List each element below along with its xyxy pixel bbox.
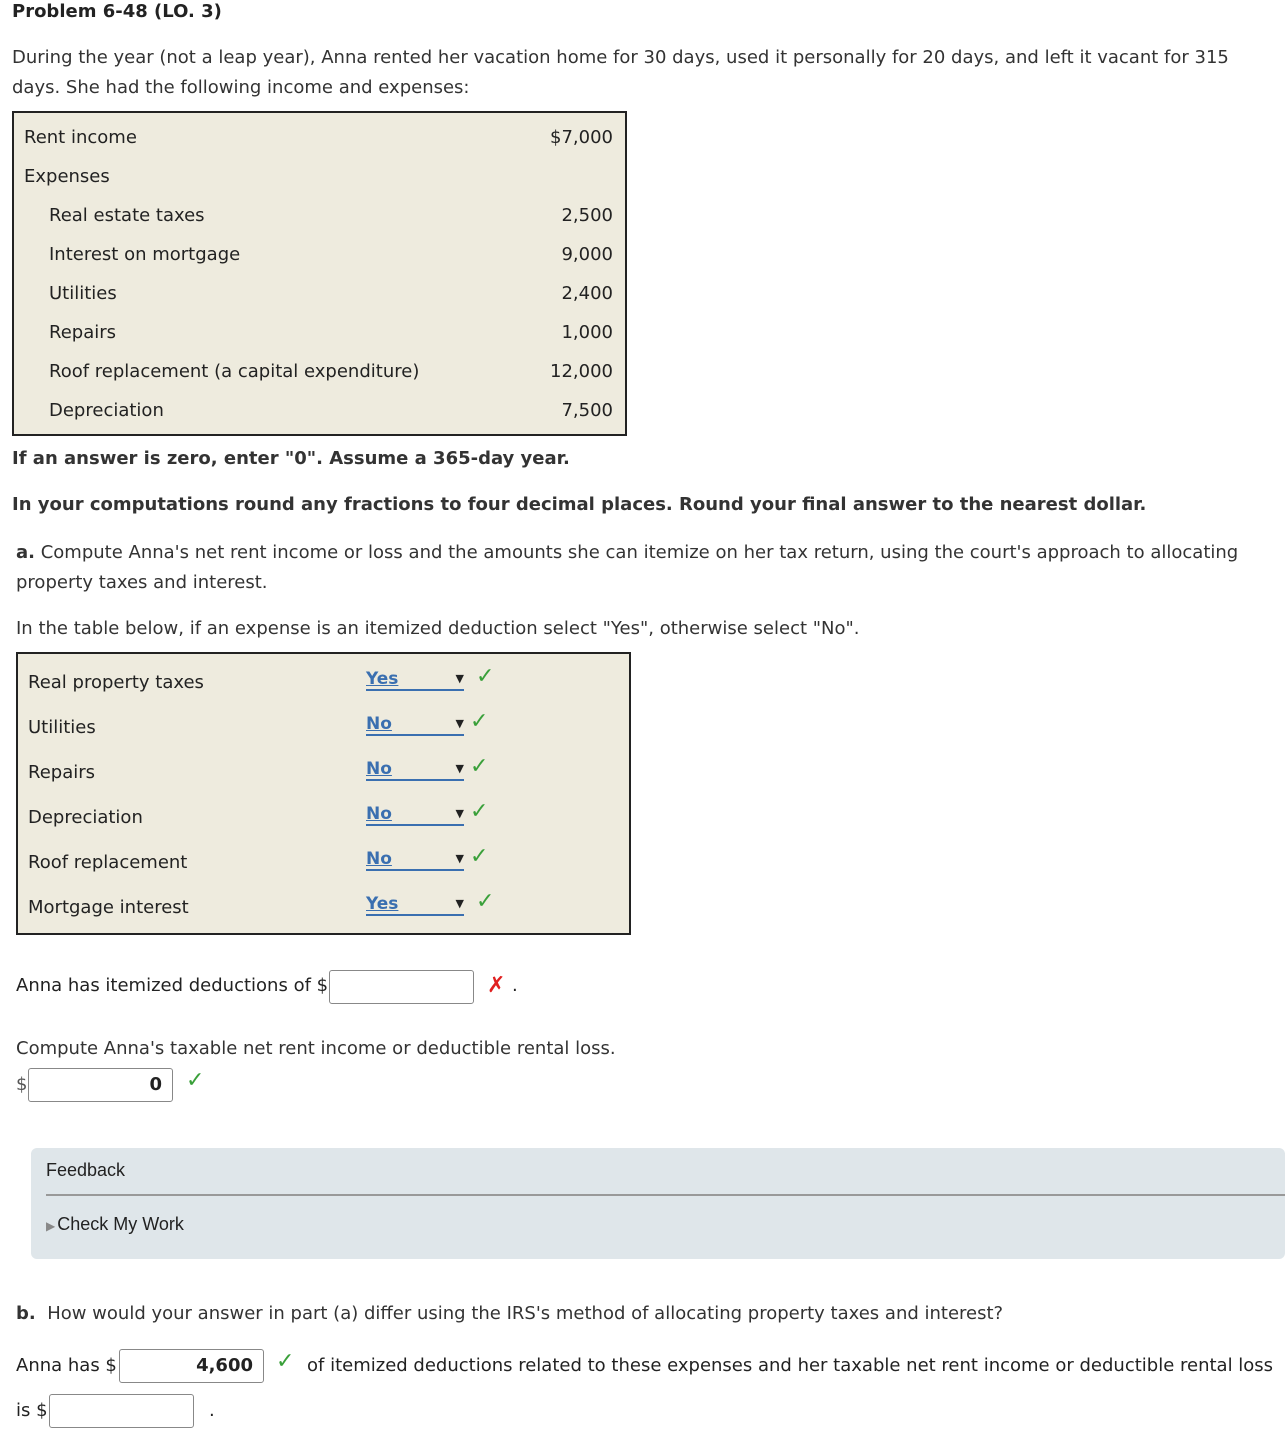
item-label: Depreciation bbox=[28, 807, 143, 828]
check-icon: ✓ bbox=[470, 709, 489, 734]
item-label: Mortgage interest bbox=[28, 897, 189, 918]
check-icon: ✓ bbox=[186, 1068, 205, 1093]
feedback-divider bbox=[46, 1194, 1285, 1196]
part-a-text: Compute Anna's net rent income or loss and the amounts she can itemize on her tax return, using the court's approach to allocating property taxes and interest. bbox=[16, 542, 1239, 593]
check-icon: ✓ bbox=[276, 1349, 295, 1374]
select-value: No bbox=[366, 759, 392, 779]
check-icon: ✓ bbox=[470, 844, 489, 869]
expense-value: 7,500 bbox=[561, 400, 613, 421]
part-b-prefix: Anna has $ bbox=[16, 1355, 117, 1376]
expense-label: Depreciation bbox=[49, 400, 164, 421]
income-expense-table bbox=[12, 111, 627, 436]
expense-value: 9,000 bbox=[561, 244, 613, 265]
dropdown-arrow-icon: ▼ bbox=[455, 717, 464, 730]
irs-itemized-input[interactable]: 4,600 bbox=[119, 1349, 264, 1383]
item-label: Utilities bbox=[28, 717, 96, 738]
select-value: Yes bbox=[366, 894, 399, 914]
part-a-marker: a. bbox=[16, 542, 35, 563]
expense-value: 12,000 bbox=[550, 361, 613, 382]
expense-label: Interest on mortgage bbox=[49, 244, 241, 265]
item-label: Real property taxes bbox=[28, 672, 204, 693]
expense-label: Real estate taxes bbox=[49, 205, 205, 226]
expense-label: Roof replacement (a capital expenditure) bbox=[49, 361, 420, 382]
irs-net-rent-input[interactable] bbox=[49, 1394, 194, 1428]
expenses-label: Expenses bbox=[24, 166, 110, 187]
check-icon: ✓ bbox=[470, 754, 489, 779]
check-my-work-label: Check My Work bbox=[57, 1214, 184, 1234]
itemized-select[interactable] bbox=[366, 759, 464, 781]
feedback-panel bbox=[31, 1148, 1285, 1259]
itemized-select[interactable] bbox=[366, 894, 464, 916]
select-value: No bbox=[366, 804, 392, 824]
part-b-question bbox=[16, 1299, 1003, 1329]
table-instruction: In the table below, if an expense is an itemized deduction select "Yes", otherwise select "No". bbox=[16, 618, 860, 639]
part-a-question bbox=[16, 538, 1266, 598]
disclosure-triangle-icon: ▶ bbox=[46, 1219, 56, 1233]
rent-income-value: $7,000 bbox=[550, 127, 613, 148]
expense-value: 1,000 bbox=[561, 322, 613, 343]
select-value: No bbox=[366, 849, 392, 869]
select-value: No bbox=[366, 714, 392, 734]
itemized-select-table bbox=[16, 652, 631, 935]
item-label: Roof replacement bbox=[28, 852, 188, 873]
part-b-suffix: . bbox=[209, 1400, 215, 1421]
problem-title: Problem 6-48 (LO. 3) bbox=[12, 1, 222, 22]
dollar-sign: $ bbox=[16, 1074, 28, 1095]
item-label: Repairs bbox=[28, 762, 96, 783]
part-b-line2-prefix: is $ bbox=[16, 1400, 48, 1421]
x-icon: ✗ bbox=[487, 973, 506, 998]
dropdown-arrow-icon: ▼ bbox=[455, 807, 464, 820]
dropdown-arrow-icon: ▼ bbox=[455, 852, 464, 865]
instruction-rounding: In your computations round any fractions to four decimal places. Round your final answer to the nearest dollar. bbox=[12, 494, 1147, 515]
check-my-work-link[interactable] bbox=[46, 1214, 184, 1235]
itemized-select[interactable] bbox=[366, 714, 464, 736]
dropdown-arrow-icon: ▼ bbox=[455, 672, 464, 685]
check-icon: ✓ bbox=[476, 664, 495, 689]
dropdown-arrow-icon: ▼ bbox=[455, 897, 464, 910]
expense-label: Repairs bbox=[49, 322, 117, 343]
itemized-suffix: . bbox=[512, 975, 518, 996]
instruction-zero: If an answer is zero, enter "0". Assume a 365-day year. bbox=[12, 448, 570, 469]
itemized-select[interactable] bbox=[366, 669, 464, 691]
dropdown-arrow-icon: ▼ bbox=[455, 762, 464, 775]
expense-label: Utilities bbox=[49, 283, 117, 304]
rent-income-label: Rent income bbox=[24, 127, 137, 148]
itemized-prefix: Anna has itemized deductions of $ bbox=[16, 975, 329, 996]
check-icon: ✓ bbox=[476, 889, 495, 914]
net-rent-question: Compute Anna's taxable net rent income or deductible rental loss. bbox=[16, 1038, 616, 1059]
part-b-middle: of itemized deductions related to these expenses and her taxable net rent income or deductible rental loss bbox=[307, 1355, 1274, 1376]
part-b-marker: b. bbox=[16, 1303, 36, 1324]
feedback-title: Feedback bbox=[46, 1160, 126, 1180]
select-value: Yes bbox=[366, 669, 399, 689]
check-icon: ✓ bbox=[470, 799, 489, 824]
itemized-deductions-input[interactable] bbox=[329, 970, 474, 1004]
net-rent-input[interactable]: 0 bbox=[28, 1068, 173, 1102]
itemized-select[interactable] bbox=[366, 849, 464, 871]
part-b-text: How would your answer in part (a) differ using the IRS's method of allocating property taxes and interest? bbox=[47, 1303, 1004, 1324]
expense-value: 2,500 bbox=[561, 205, 613, 226]
itemized-select[interactable] bbox=[366, 804, 464, 826]
problem-intro: During the year (not a leap year), Anna rented her vacation home for 30 days, used it personally for 20 days, and left it vacant for 315 days. She had the following income and expenses: bbox=[12, 47, 1229, 98]
expense-value: 2,400 bbox=[561, 283, 613, 304]
